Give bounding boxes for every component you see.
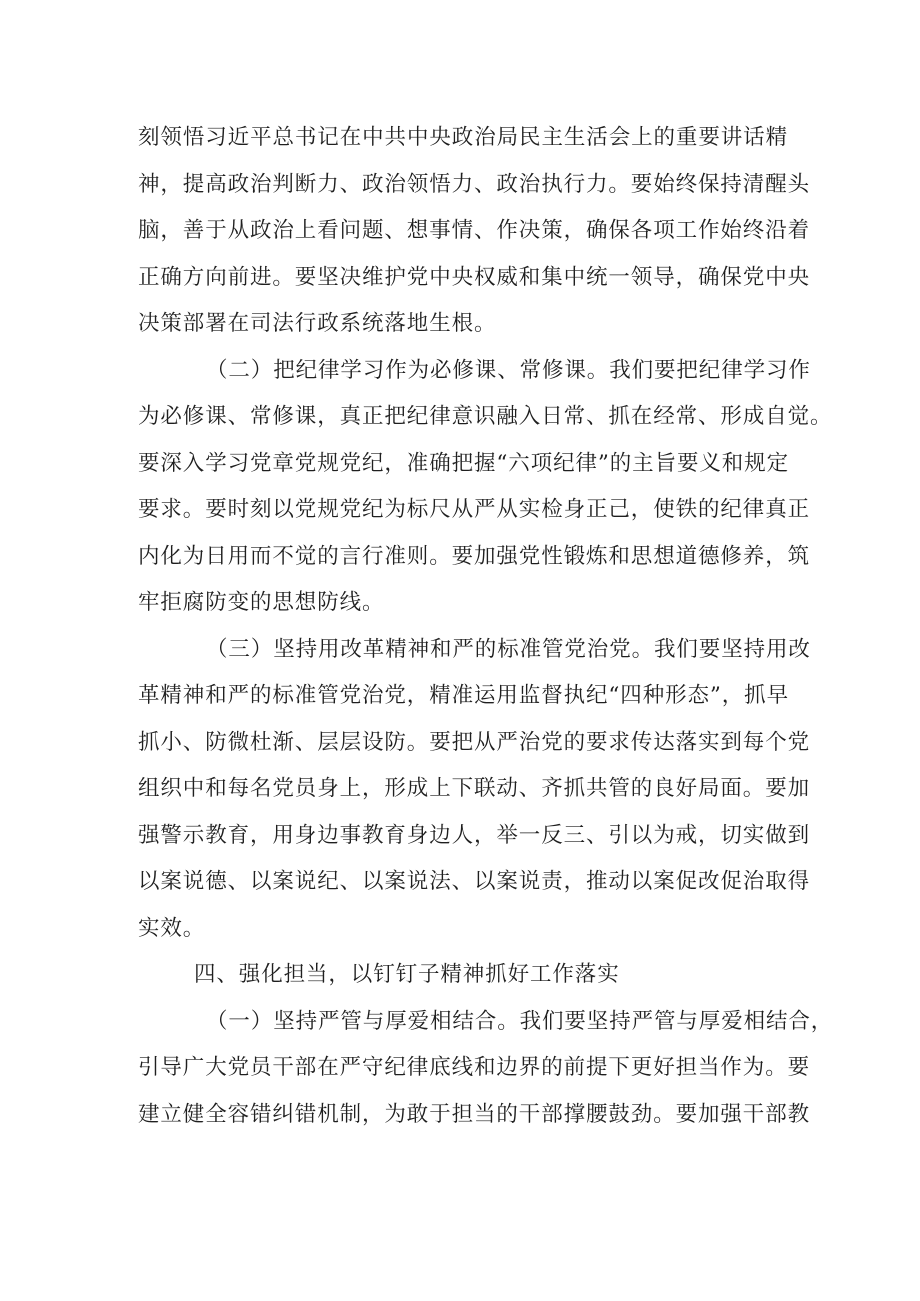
paragraph-line: （一）坚持严管与厚爱相结合。我们要坚持严管与厚爱相结合， <box>206 1008 834 1034</box>
paragraph-line: 神，提高政治判断力、政治领悟力、政治执行力。要始终保持清醒头 <box>138 171 811 197</box>
section-heading: 四、强化担当，以钉钉子精神抓好工作落实 <box>194 962 620 987</box>
paragraph-line: 决策部署在司法行政系统落地生根。 <box>138 311 497 336</box>
paragraph-line: （二）把纪律学习作为必修课、常修课。我们要把纪律学习作 <box>206 357 811 383</box>
paragraph-line: 牢拒腐防变的思想防线。 <box>138 590 385 615</box>
paragraph-line: 为必修课、常修课，真正把纪律意识融入日常、抓在经常、形成自觉。 <box>138 404 833 429</box>
paragraph-line: 强警示教育，用身边事教育身边人，举一反三、引以为戒，切实做到 <box>138 822 811 848</box>
paragraph-line: 脑，善于从政治上看问题、想事情、作决策，确保各项工作始终沿着 <box>138 218 811 243</box>
paragraph-line: 内化为日用而不觉的言行准则。要加强党性锻炼和思想道德修养，筑 <box>138 543 811 569</box>
paragraph-line: 实效。 <box>138 915 206 941</box>
paragraph-line: （三）坚持用改革精神和严的标准管党治党。我们要坚持用改 <box>206 636 811 662</box>
paragraph-line: 刻领悟习近平总书记在中共中央政治局民主生活会上的重要讲话精 <box>138 125 788 150</box>
paragraph-line: 引导广大党员干部在严守纪律底线和边界的前提下更好担当作为。要 <box>138 1055 811 1080</box>
paragraph-line: 以案说德、以案说纪、以案说法、以案说责，推动以案促改促治取得 <box>138 869 811 894</box>
paragraph-line: 组织中和每名党员身上，形成上下联动、齐抓共管的良好局面。要加 <box>138 776 811 801</box>
paragraph-line: 要求。要时刻以党规党纪为标尺从严从实检身正己，使铁的纪律真正 <box>138 497 811 522</box>
paragraph-line: 正确方向前进。要坚决维护党中央权威和集中统一领导，确保党中央 <box>138 264 811 290</box>
paragraph-line: 抓小、防微杜渐、层层设防。要把从严治党的要求传达落实到每个党 <box>138 729 811 755</box>
paragraph-line: 建立健全容错纠错机制，为敢于担当的干部撑腰鼓劲。要加强干部教 <box>138 1101 811 1127</box>
document-body <box>138 115 834 1138</box>
paragraph-line: 要深入学习党章党规党纪，准确把握“六项纪律”的主旨要义和规定 <box>138 450 789 476</box>
paragraph-line: 革精神和严的标准管党治党，精准运用监督执纪“四种形态”，抓早 <box>138 683 789 708</box>
